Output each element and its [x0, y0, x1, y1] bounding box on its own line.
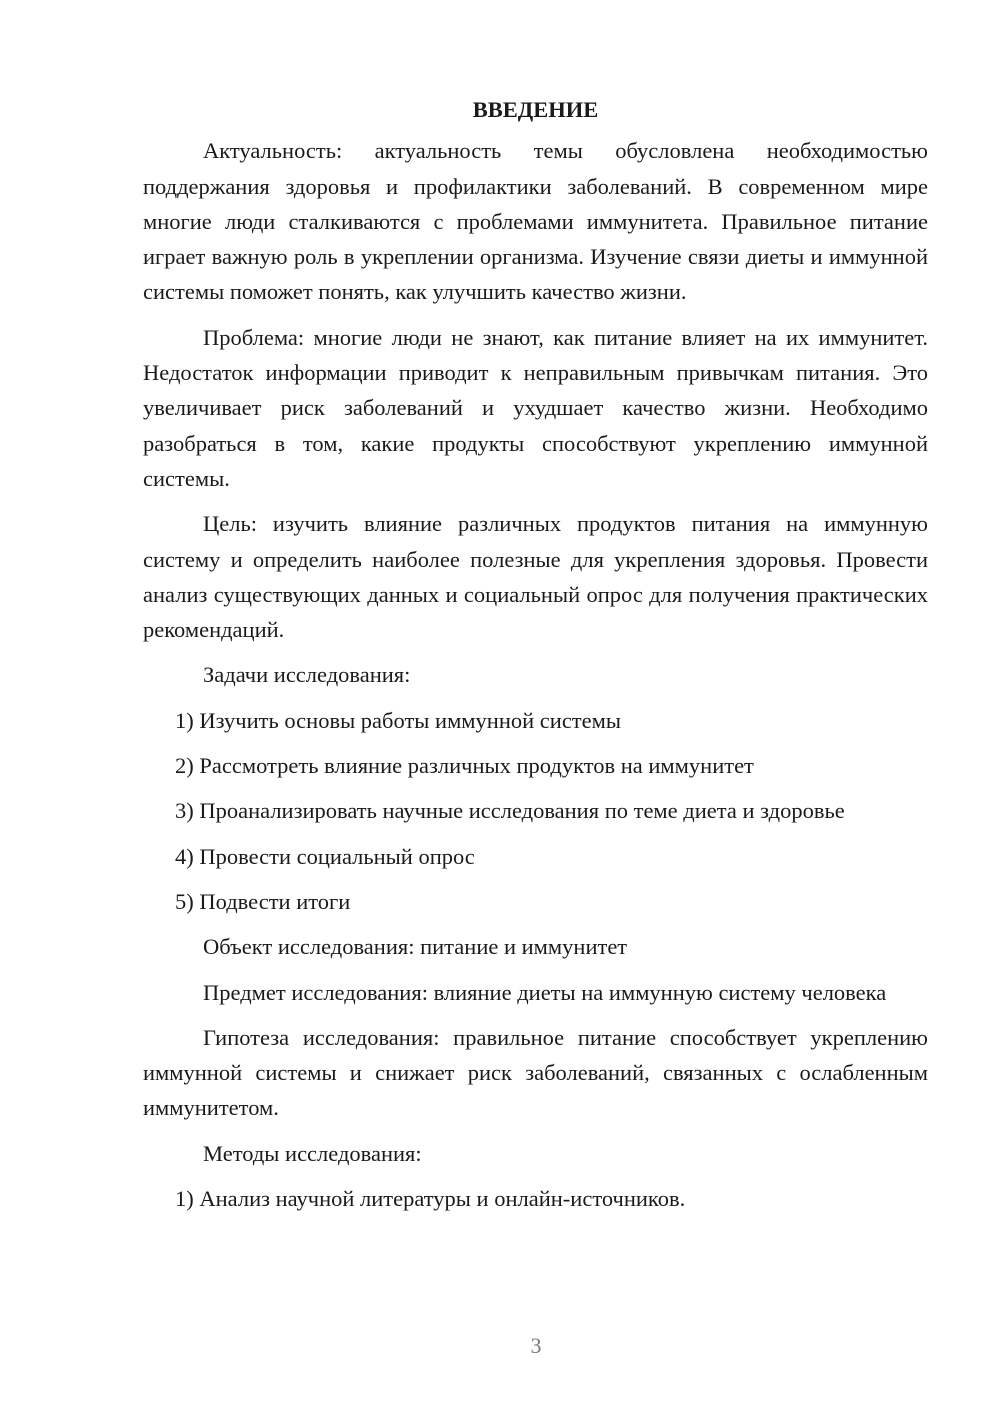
research-object: Объект исследования: питание и иммунитет — [203, 934, 628, 960]
page-number: 3 — [530, 1333, 542, 1358]
methods-title: Методы исследования: — [203, 1140, 422, 1166]
research-hypothesis: Гипотеза исследования: правильное питание способствует укреплению иммунной системы и снижает риск заболеваний, связанных с ослабленным иммунитетом. — [143, 1024, 928, 1121]
task-item: 2) Рассмотреть влияние различных продуктов на иммунитет — [175, 753, 754, 779]
goal-paragraph: Цель: изучить влияние различных продуктов питания на иммунную систему и определить наиболее полезные для укрепления здоровья. Провести анализ существующих данных и социальный опрос для получения практических рекомендаций. — [143, 511, 928, 643]
task-item: 4) Провести социальный опрос — [175, 843, 475, 869]
page-content — [143, 92, 928, 1226]
problem-paragraph: Проблема: многие люди не знают, как питание влияет на их иммунитет. Недостаток информации приводит к неправильным привычкам питания. Это увеличивает риск заболеваний и ухудшает качество жизни. Необходимо разобраться в том, какие продукты способствуют укреплению иммунной системы. — [143, 324, 928, 491]
relevance-paragraph: Актуальность: актуальность темы обусловлена необходимостью поддержания здоровья и профилактики заболеваний. В современном мире многие люди сталкиваются с проблемами иммунитета. Правильное питание играет важную роль в укреплении организма. Изучение связи диеты и иммунной системы поможет понять, как улучшить качество жизни. — [143, 138, 928, 305]
task-item: 5) Подвести итоги — [175, 888, 351, 914]
task-item: 3) Проанализировать научные исследования по теме диета и здоровье — [175, 798, 845, 824]
tasks-title: Задачи исследования: — [203, 662, 411, 688]
research-subject: Предмет исследования: влияние диеты на иммунную систему человека — [203, 979, 887, 1005]
page-title: ВВЕДЕНИЕ — [472, 97, 599, 122]
task-item: 1) Изучить основы работы иммунной системы — [175, 707, 621, 733]
method-item: 1) Анализ научной литературы и онлайн-источников. — [175, 1186, 686, 1212]
